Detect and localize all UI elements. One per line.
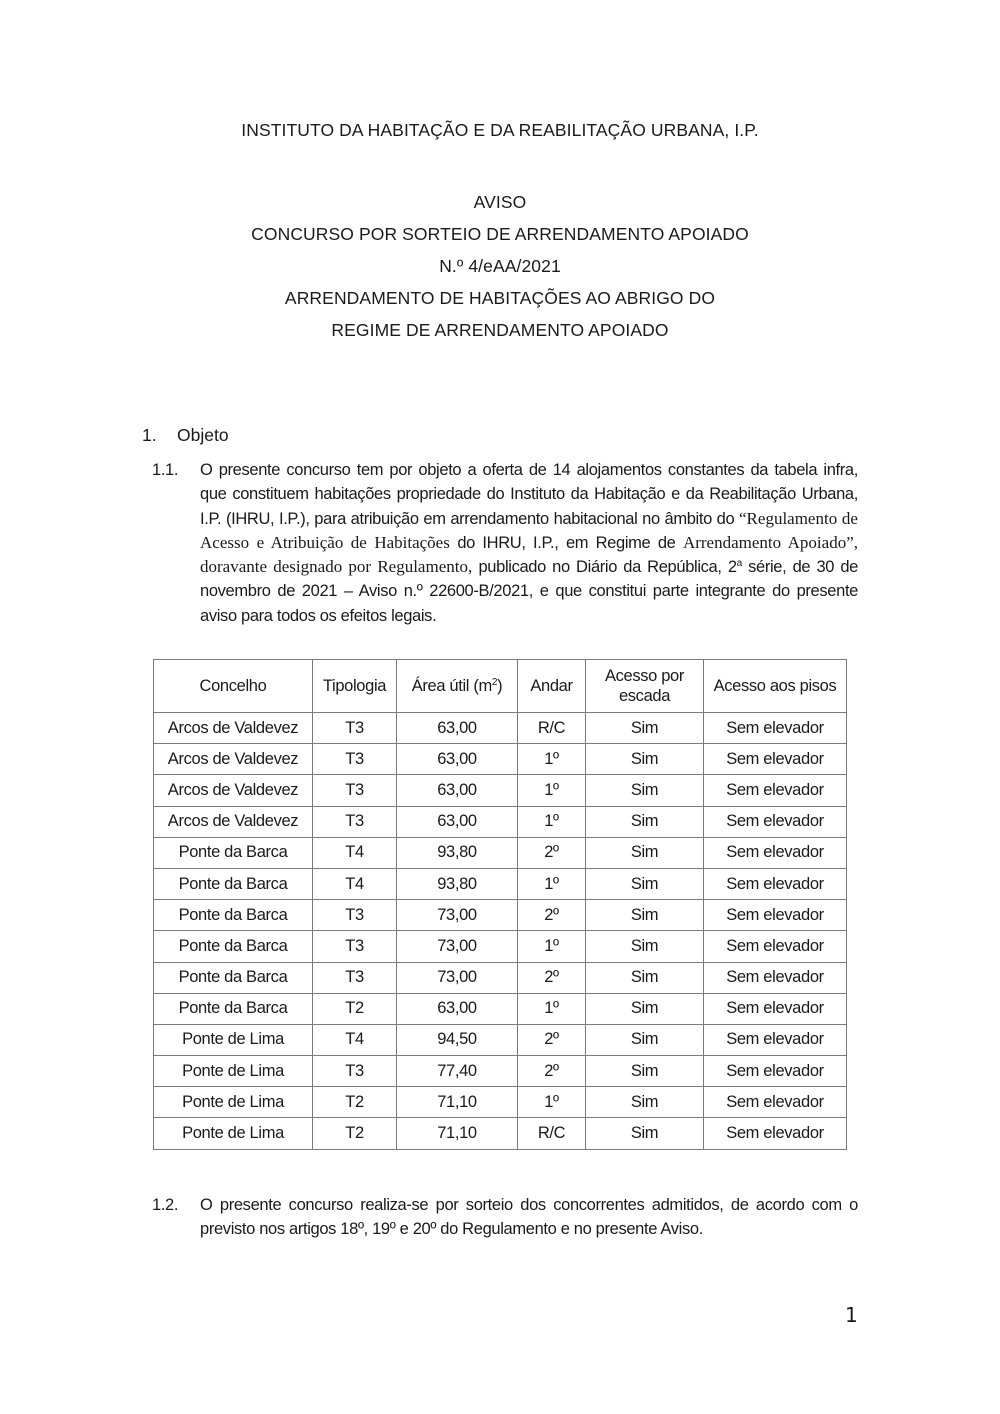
table-row — [154, 962, 847, 993]
cell-tipologia: T3 — [313, 1056, 397, 1087]
paragraph-number: 1.2. — [152, 1196, 179, 1214]
document-title-line-2: REGIME DE ARRENDAMENTO APOIADO — [331, 320, 669, 340]
cell-tipologia: T4 — [313, 1024, 397, 1055]
text-segment-serif: Arrendamento Apoiado”, doravante designado por Regulamento, — [200, 532, 858, 577]
cell-andar: 1º — [518, 744, 586, 775]
table-row — [154, 806, 847, 837]
cell-tipologia: T2 — [313, 993, 397, 1024]
header-acesso-pisos: Acesso aos pisos — [704, 660, 847, 713]
table-row — [154, 744, 847, 775]
cell-tipologia: T2 — [313, 1118, 397, 1149]
cell-andar: 2º — [518, 962, 586, 993]
cell-acesso-escada: Sim — [586, 837, 704, 868]
paragraph-1-1 — [152, 458, 858, 628]
cell-tipologia: T3 — [313, 806, 397, 837]
contest-number: N.º 4/eAA/2021 — [439, 256, 561, 276]
cell-acesso-escada: Sim — [586, 931, 704, 962]
cell-andar: 2º — [518, 1024, 586, 1055]
cell-acesso-pisos: Sem elevador — [704, 1118, 847, 1149]
cell-acesso-pisos: Sem elevador — [704, 962, 847, 993]
text-segment-serif: “Regulamento de Acesso e Atribuição de Habitações — [200, 508, 858, 552]
cell-area: 63,00 — [397, 806, 518, 837]
cell-andar: 1º — [518, 1087, 586, 1118]
table-header-row — [154, 660, 847, 713]
cell-concelho: Ponte da Barca — [154, 837, 313, 868]
notice-label: AVISO — [473, 192, 527, 212]
cell-tipologia: T3 — [313, 713, 397, 744]
cell-andar: 1º — [518, 931, 586, 962]
text-segment: publicado no Diário da República, 2 — [478, 558, 737, 577]
cell-tipologia: T3 — [313, 931, 397, 962]
cell-concelho: Arcos de Valdevez — [154, 806, 313, 837]
cell-area: 93,80 — [397, 868, 518, 899]
header-area-superscript: 2 — [491, 677, 498, 688]
cell-concelho: Ponte de Lima — [154, 1024, 313, 1055]
table-row — [154, 868, 847, 899]
cell-acesso-pisos: Sem elevador — [704, 1087, 847, 1118]
cell-acesso-pisos: Sem elevador — [704, 1056, 847, 1087]
cell-concelho: Ponte de Lima — [154, 1118, 313, 1149]
cell-andar: 2º — [518, 900, 586, 931]
cell-concelho: Arcos de Valdevez — [154, 775, 313, 806]
cell-concelho: Ponte de Lima — [154, 1087, 313, 1118]
cell-andar: 2º — [518, 1056, 586, 1087]
cell-andar: 1º — [518, 993, 586, 1024]
cell-andar: R/C — [518, 1118, 586, 1149]
cell-andar: 1º — [518, 775, 586, 806]
text-segment: O presente concurso tem por objeto a oferta de 14 alojamentos constantes da tabela infra, que constituem habitações propriedade do Instituto da Habitação e da Reabilitação Urbana, I.P. (IHRU, I.P.), para atribuição em arrendamento habitacional no âmbito do — [200, 461, 858, 528]
table-row — [154, 931, 847, 962]
paragraph-number: 1.1. — [152, 461, 179, 479]
table-row — [154, 993, 847, 1024]
organization-name: INSTITUTO DA HABITAÇÃO E DA REABILITAÇÃO URBANA, I.P. — [241, 120, 759, 140]
table-row — [154, 1087, 847, 1118]
cell-acesso-escada: Sim — [586, 744, 704, 775]
header-area — [397, 660, 518, 713]
table-row — [154, 837, 847, 868]
cell-concelho: Ponte de Lima — [154, 1056, 313, 1087]
table-row — [154, 713, 847, 744]
cell-area: 73,00 — [397, 900, 518, 931]
cell-area: 63,00 — [397, 775, 518, 806]
cell-acesso-pisos: Sem elevador — [704, 744, 847, 775]
text-segment: do IHRU, I.P., em Regime de — [457, 533, 683, 552]
cell-acesso-pisos: Sem elevador — [704, 868, 847, 899]
cell-acesso-pisos: Sem elevador — [704, 837, 847, 868]
cell-area: 63,00 — [397, 993, 518, 1024]
cell-tipologia: T4 — [313, 837, 397, 868]
header-tipologia: Tipologia — [313, 660, 397, 713]
cell-acesso-escada: Sim — [586, 1024, 704, 1055]
table-row — [154, 900, 847, 931]
header-acesso-escada-line-2: escada — [618, 687, 671, 705]
table-row — [154, 1056, 847, 1087]
cell-acesso-escada: Sim — [586, 806, 704, 837]
cell-area: 71,10 — [397, 1118, 518, 1149]
cell-tipologia: T2 — [313, 1087, 397, 1118]
cell-concelho: Ponte da Barca — [154, 962, 313, 993]
housing-table — [153, 659, 847, 1150]
cell-andar: 2º — [518, 837, 586, 868]
cell-concelho: Ponte da Barca — [154, 868, 313, 899]
cell-acesso-pisos: Sem elevador — [704, 900, 847, 931]
cell-acesso-pisos: Sem elevador — [704, 806, 847, 837]
section-title: Objeto — [177, 425, 229, 445]
header-concelho: Concelho — [154, 660, 313, 713]
table-row — [154, 1024, 847, 1055]
cell-acesso-escada: Sim — [586, 1087, 704, 1118]
table-row — [154, 1118, 847, 1149]
cell-concelho: Arcos de Valdevez — [154, 713, 313, 744]
cell-tipologia: T3 — [313, 962, 397, 993]
cell-acesso-escada: Sim — [586, 993, 704, 1024]
cell-tipologia: T3 — [313, 900, 397, 931]
cell-acesso-escada: Sim — [586, 713, 704, 744]
cell-acesso-pisos: Sem elevador — [704, 931, 847, 962]
cell-area: 63,00 — [397, 744, 518, 775]
cell-acesso-pisos: Sem elevador — [704, 775, 847, 806]
document-title-line-1: ARRENDAMENTO DE HABITAÇÕES AO ABRIGO DO — [284, 288, 716, 308]
cell-acesso-pisos: Sem elevador — [704, 993, 847, 1024]
cell-area: 94,50 — [397, 1024, 518, 1055]
cell-acesso-pisos: Sem elevador — [704, 713, 847, 744]
cell-area: 63,00 — [397, 713, 518, 744]
cell-concelho: Ponte da Barca — [154, 993, 313, 1024]
header-acesso-escada — [586, 660, 704, 713]
cell-andar: R/C — [518, 713, 586, 744]
cell-acesso-pisos: Sem elevador — [704, 1024, 847, 1055]
header-area-suffix: ) — [497, 677, 503, 695]
text-segment: série, de 30 de novembro de 2021 – Aviso n.º 22600-B/2021, e que constitui parte integrante do presente aviso para todos os efeitos legais. — [200, 558, 858, 625]
cell-tipologia: T3 — [313, 744, 397, 775]
section-number: 1. — [142, 425, 157, 445]
table-body — [154, 713, 847, 1150]
cell-acesso-escada: Sim — [586, 900, 704, 931]
ordinal-superscript: a — [736, 558, 742, 570]
paragraph-text: O presente concurso realiza-se por sorteio dos concorrentes admitidos, de acordo com o previsto nos artigos 18º, 19º e 20º do Regulamento e no presente Aviso. — [200, 1196, 858, 1239]
section-heading-objeto — [142, 425, 229, 446]
cell-acesso-escada: Sim — [586, 868, 704, 899]
cell-tipologia: T3 — [313, 775, 397, 806]
page-number: 1 — [845, 1303, 858, 1327]
header-acesso-escada-line-1: Acesso por — [604, 667, 685, 685]
cell-area: 71,10 — [397, 1087, 518, 1118]
cell-tipologia: T4 — [313, 868, 397, 899]
contest-title: CONCURSO POR SORTEIO DE ARRENDAMENTO APOIADO — [251, 224, 749, 244]
paragraph-1-2 — [152, 1193, 858, 1242]
header-area-label: Área útil (m — [411, 677, 492, 695]
cell-area: 93,80 — [397, 837, 518, 868]
cell-area: 73,00 — [397, 931, 518, 962]
cell-acesso-escada: Sim — [586, 1118, 704, 1149]
cell-concelho: Arcos de Valdevez — [154, 744, 313, 775]
paragraph-text — [200, 458, 858, 628]
table-row — [154, 775, 847, 806]
cell-andar: 1º — [518, 806, 586, 837]
cell-area: 77,40 — [397, 1056, 518, 1087]
cell-acesso-escada: Sim — [586, 962, 704, 993]
cell-andar: 1º — [518, 868, 586, 899]
cell-acesso-escada: Sim — [586, 775, 704, 806]
cell-acesso-escada: Sim — [586, 1056, 704, 1087]
cell-area: 73,00 — [397, 962, 518, 993]
cell-concelho: Ponte da Barca — [154, 900, 313, 931]
cell-concelho: Ponte da Barca — [154, 931, 313, 962]
header-andar: Andar — [518, 660, 586, 713]
